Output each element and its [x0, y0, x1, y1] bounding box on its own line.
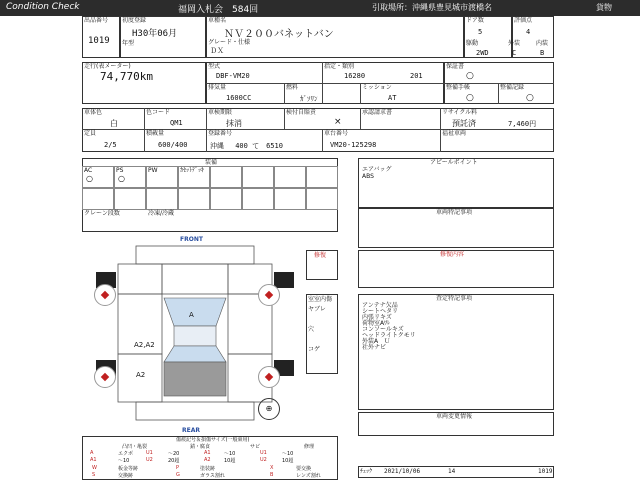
equipment-title: 装備	[205, 159, 218, 166]
drive-value: 2WD	[476, 49, 489, 57]
record-label: 整備記録	[500, 84, 525, 91]
equipment-item: AC	[84, 167, 93, 174]
color-code-label: 色コード	[146, 109, 171, 116]
capacity-label: 定員	[84, 130, 97, 137]
inspector-item: 社外ナビ	[362, 344, 387, 351]
doors-value: 5	[478, 28, 483, 36]
rear-right-wheel-icon	[258, 366, 280, 388]
front-right-wheel-icon	[258, 284, 280, 306]
inspector-item: コンソールキズ	[362, 326, 404, 333]
legend-entry: U2	[146, 457, 153, 463]
welfare-label: 福祉車両	[442, 130, 467, 137]
record-value: ○	[526, 93, 534, 103]
int-value: B	[540, 49, 545, 57]
ext-value: C	[512, 49, 517, 57]
equipment-cell	[242, 188, 274, 210]
first-reg-value: H30年06月	[132, 29, 178, 39]
pickup-location: 引取場所：沖縄県豊見城市渡橋名	[372, 3, 492, 12]
inspector-item: 荷物室Aﾜﾚ	[362, 320, 391, 327]
legend-entry: B	[270, 472, 274, 478]
manual-value: ○	[466, 93, 474, 103]
equipment-cell	[114, 188, 146, 210]
repair-detail-title: 修復内容	[440, 251, 465, 258]
legend-entry: X	[270, 465, 274, 471]
legend-entry: A1	[204, 450, 211, 456]
legend-entry: 交換跡	[118, 473, 134, 479]
manual-label: 整備手帳	[446, 84, 471, 91]
equipment-cell	[306, 188, 338, 210]
legend-entry: P	[176, 465, 180, 471]
divider	[206, 108, 207, 152]
legend-entry: G	[176, 472, 180, 478]
mileage-label: 走行(表メーター)	[84, 63, 131, 70]
divider	[360, 83, 361, 104]
mileage-value: 74,770km	[100, 70, 153, 83]
check-number: 14	[448, 468, 456, 475]
interior-item: 穴	[308, 326, 315, 333]
special-title: 車両特記事項	[436, 209, 473, 216]
spare-tire-icon: ⊕	[258, 398, 280, 420]
displacement-label: 排気量	[208, 84, 227, 91]
model-year-label: 年型	[122, 40, 135, 47]
equipment-item: PS	[116, 167, 124, 174]
legend-entry: W	[92, 465, 97, 471]
equipment-mark: ○	[86, 174, 93, 183]
inspector-item: アンテナ欠品	[362, 302, 398, 309]
mission-label: ミッション	[362, 84, 392, 91]
class-value: 201	[410, 72, 423, 80]
exhibit-number: 1019	[88, 36, 110, 46]
vin-value: VM20-125298	[330, 141, 377, 149]
doors-label: ドア数	[466, 17, 484, 24]
interior-item: ヤブレ	[308, 306, 326, 313]
body-color-value: 白	[110, 119, 118, 128]
equipment-cell	[210, 166, 242, 188]
divider	[322, 62, 323, 104]
legend-title: 傷痕記号＆損傷サイズ(一般乗用)	[176, 437, 250, 443]
divider	[360, 108, 361, 129]
equipment-cell	[274, 188, 306, 210]
displacement-value: 1600CC	[226, 94, 252, 102]
legend-entry: A2	[204, 457, 211, 463]
appeal-title: アピールポイント	[430, 159, 478, 166]
body-color-label: 車体色	[84, 109, 103, 116]
capacity-value: 2/5	[104, 141, 117, 149]
equipment-cell	[82, 188, 114, 210]
check-date: 2021/10/06	[384, 468, 421, 475]
car-name: ＮＶ２００バネットバン	[224, 29, 334, 40]
recycle-label: リサイクル料	[442, 109, 478, 116]
equipment-mark: ○	[118, 174, 125, 183]
header-bar	[0, 0, 640, 16]
legend-entry: U1	[146, 450, 153, 456]
legend-entry: エクボ	[118, 451, 134, 457]
warranty-label: 保証書	[446, 63, 465, 70]
inspector-title: 査定特記事項	[436, 295, 473, 302]
divider	[440, 108, 441, 152]
ext-label: 外装	[508, 40, 521, 47]
legend-entry: U1	[260, 450, 267, 456]
model-label: 型式	[208, 63, 221, 70]
designation-label: 指定・類別	[324, 63, 355, 70]
rear-left-wheel-icon	[94, 366, 116, 388]
form-title: Condition Check	[6, 2, 80, 12]
inspector-item: ヘッドライトクモリ	[362, 332, 416, 339]
fuel-value: ｶﾞｿﾘﾝ	[300, 95, 318, 103]
front-left-wheel-icon	[94, 284, 116, 306]
appeal-item: ABS	[362, 173, 374, 180]
warranty-value: ○	[466, 71, 474, 81]
cold-label: 冷凍/冷蔵	[148, 210, 175, 217]
periodic-value: ×	[334, 117, 342, 127]
divider	[284, 83, 285, 104]
legend-entry: S	[92, 472, 96, 478]
inspection-label: 車検期限	[208, 109, 233, 116]
car-name-label: 車種名	[208, 17, 227, 24]
equipment-cell	[274, 166, 306, 188]
changes-title: 車両変更情報	[436, 413, 473, 420]
equipment-item: ｶｾｯﾄﾃﾞｯｷ	[180, 167, 205, 174]
reg-no-label: 登録番号	[208, 130, 233, 137]
inspection-value: 抹消	[226, 119, 242, 128]
recycle-deposit: 預託済	[452, 119, 476, 128]
divider	[206, 83, 444, 84]
front-label: FRONT	[180, 236, 203, 243]
grade-label: グレード・仕様	[208, 39, 251, 46]
drive-label: 駆動	[466, 40, 479, 47]
equipment-cell	[178, 188, 210, 210]
reg-no-value: 沖縄 400 て 6510	[210, 142, 283, 150]
legend-col-title: 錆・腐食	[190, 444, 211, 450]
designation-value: 16280	[344, 72, 366, 80]
load-value: 600/400	[158, 141, 188, 149]
appeal-item: エアバッグ	[362, 166, 392, 173]
equipment-cell	[146, 188, 178, 210]
interior-title: 室室内傷	[308, 296, 333, 303]
divider	[284, 108, 285, 129]
auction-round: 584回	[232, 5, 259, 15]
check-label: ﾁｪｯｸ	[360, 468, 373, 475]
legend-col-title: サビ	[250, 444, 261, 450]
divider	[498, 83, 499, 104]
legend-entry: ～10	[282, 451, 294, 457]
equipment-item: PW	[148, 167, 158, 174]
inspector-item: 外装A Ｕ	[362, 338, 391, 345]
recycle-value: 7,460円	[508, 120, 537, 128]
grade-value: ＤＸ	[210, 47, 224, 55]
legend-entry: A	[90, 450, 94, 456]
interior-item: コゲ	[308, 346, 321, 353]
exhibit-label: 出品番号	[84, 17, 109, 24]
side-mark-a2: A2	[136, 371, 146, 379]
legend-entry: レンズ割れ	[296, 473, 321, 479]
score-label: 評価点	[514, 17, 533, 24]
legend-entry: A1	[90, 457, 97, 463]
approval-label: 承認請求書	[362, 109, 393, 116]
legend-entry: 要交換	[296, 466, 312, 472]
repair-label: 修復	[314, 252, 327, 259]
roof-mark: A	[189, 311, 194, 319]
score-value: 4	[526, 28, 531, 36]
legend-entry: ～10	[118, 458, 130, 464]
legend-entry: U2	[260, 457, 267, 463]
int-label: 内装	[536, 40, 549, 47]
legend-entry: ガラス割れ	[200, 473, 225, 479]
legend-entry: 20超	[168, 458, 180, 464]
inspector-item: シートヘタリ	[362, 308, 399, 315]
load-label: 積載量	[146, 130, 165, 137]
rear-label: REAR	[182, 427, 200, 434]
vin-label: 車台番号	[324, 130, 349, 137]
inspector-item: 内張リキズ	[362, 314, 392, 321]
divider	[322, 129, 323, 152]
mission-value: AT	[388, 94, 397, 102]
side-mark-a2a2: A2,A2	[134, 341, 155, 349]
color-code-value: QM1	[170, 119, 183, 127]
equipment-cell	[306, 166, 338, 188]
legend-entry: 10超	[282, 458, 294, 464]
legend-entry: 塗装跡	[200, 466, 216, 472]
divider	[144, 108, 145, 152]
auction-name: 福岡入札会	[178, 5, 224, 15]
footer-exhibit: 1019	[538, 468, 553, 475]
model-value: DBF-VM20	[216, 72, 250, 80]
legend-entry: ～20	[168, 451, 180, 457]
legend-col-title: 凸凹・亀裂	[122, 444, 148, 450]
legend-entry: ～10	[224, 451, 236, 457]
vehicle-category: 貨物	[596, 3, 612, 12]
periodic-label: 検付自賠責	[286, 109, 317, 116]
legend-entry: 板金等跡	[118, 466, 139, 472]
fuel-label: 燃料	[286, 84, 299, 91]
legend-entry: 10超	[224, 458, 236, 464]
equipment-cell	[210, 188, 242, 210]
equipment-cell	[242, 166, 274, 188]
first-reg-label: 初度登録	[122, 17, 147, 24]
legend-col-title: 修理	[304, 444, 315, 450]
crane-label: クレーン段数	[84, 210, 120, 217]
